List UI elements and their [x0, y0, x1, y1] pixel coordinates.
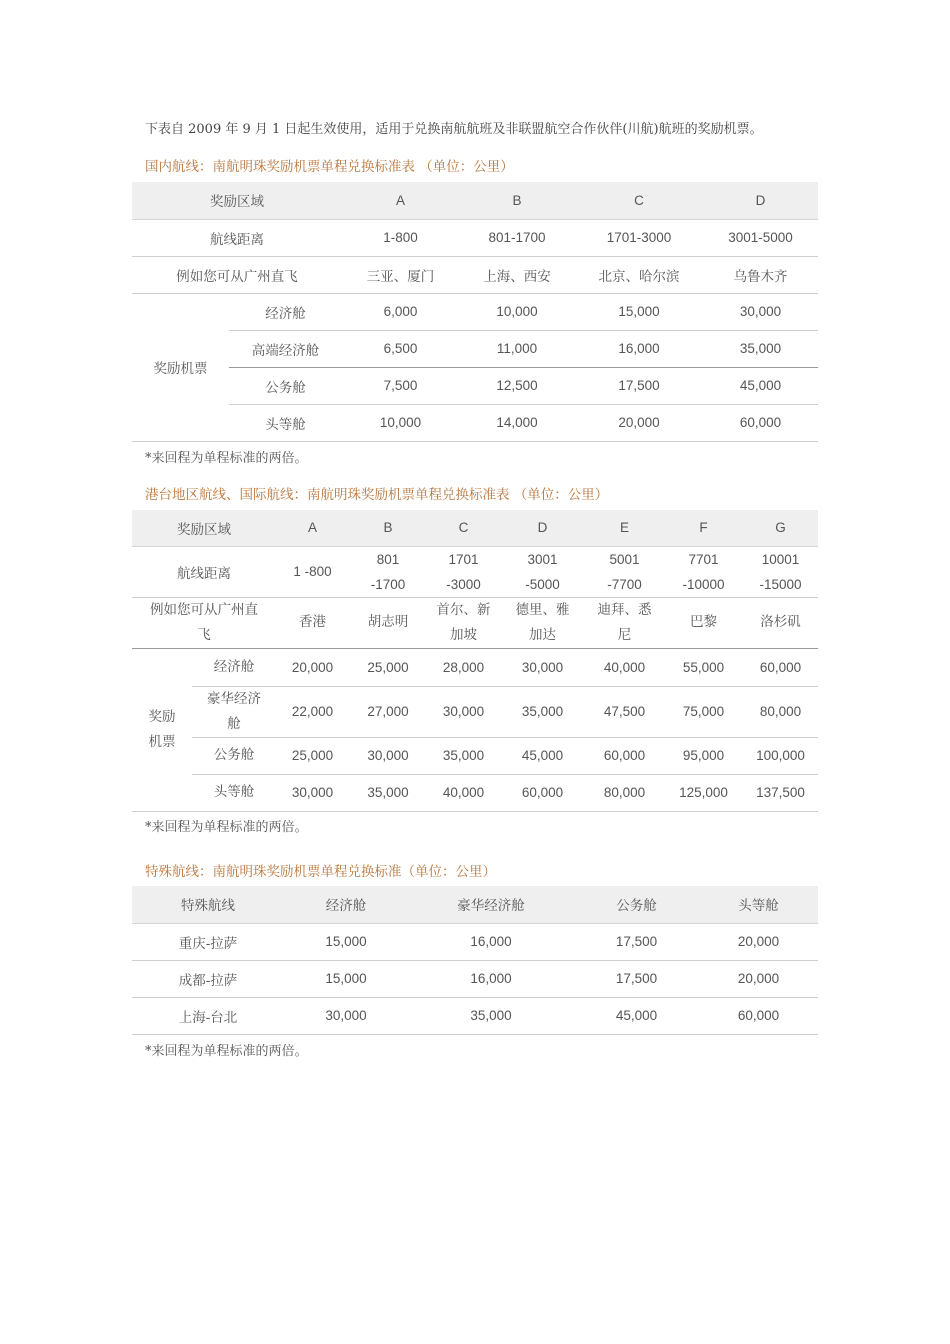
international-distance-row — [132, 546, 818, 597]
table-row — [132, 293, 818, 330]
table-cell: 25,000 — [276, 737, 349, 774]
table-cell: 20,000 — [699, 923, 818, 960]
header-zone: 奖励区域 — [132, 510, 276, 546]
special-title: 特殊航线：南航明珠奖励机票单程兑换标准（单位：公里） — [145, 864, 496, 880]
table-cell: 60,000 — [703, 404, 818, 441]
table-cell: 55,000 — [664, 648, 743, 686]
route-label: 重庆-拉萨 — [132, 923, 284, 960]
table-cell: 30,000 — [284, 997, 408, 1034]
table-cell: 27,000 — [349, 686, 427, 737]
cabin-label: 豪华经济 舱 — [192, 686, 276, 737]
table-row — [132, 686, 818, 737]
cabin-label: 高端经济舱 — [229, 330, 342, 367]
table-cell: 三亚、厦门 — [342, 256, 459, 293]
table-cell: 35,000 — [427, 737, 500, 774]
header-e: E — [585, 510, 664, 546]
table-cell: 12,500 — [459, 367, 575, 404]
ticket-label: 奖励 机票 — [132, 648, 192, 811]
table-cell: 德里、雅 加达 — [500, 597, 585, 648]
special-note: *来回程为单程标准的两倍。 — [145, 1044, 308, 1059]
table-cell: 北京、哈尔滨 — [575, 256, 703, 293]
table-cell: 30,000 — [703, 293, 818, 330]
table-cell: 6,500 — [342, 330, 459, 367]
header-g: G — [743, 510, 818, 546]
special-table — [132, 886, 818, 1035]
table-row — [132, 997, 818, 1034]
special-header-row — [132, 886, 818, 923]
international-table — [132, 510, 818, 812]
distance-label: 航线距离 — [132, 219, 342, 256]
table-cell: 20,000 — [575, 404, 703, 441]
domestic-note: *来回程为单程标准的两倍。 — [145, 451, 308, 466]
table-cell: 95,000 — [664, 737, 743, 774]
intro-text: 下表自 2009 年 9 月 1 日起生效使用，适用于兑换南航航班及非联盟航空合作伙伴(川航)航班的奖励机票。 — [145, 122, 763, 137]
table-cell: 15,000 — [575, 293, 703, 330]
header-premium-economy: 豪华经济舱 — [408, 886, 574, 923]
table-cell: 30,000 — [349, 737, 427, 774]
cabin-label: 头等舱 — [192, 774, 276, 811]
header-a: A — [276, 510, 349, 546]
table-cell: 16,000 — [575, 330, 703, 367]
cabin-label: 公务舱 — [192, 737, 276, 774]
table-cell: 60,000 — [585, 737, 664, 774]
table-cell: 137,500 — [743, 774, 818, 811]
cabin-label: 头等舱 — [229, 404, 342, 441]
table-cell: 迪拜、悉 尼 — [585, 597, 664, 648]
table-cell: 22,000 — [276, 686, 349, 737]
table-cell: 801 -1700 — [349, 546, 427, 597]
domestic-distance-row — [132, 219, 818, 256]
header-d: D — [500, 510, 585, 546]
table-cell: 40,000 — [585, 648, 664, 686]
table-row — [132, 923, 818, 960]
table-cell: 1-800 — [342, 219, 459, 256]
table-cell: 40,000 — [427, 774, 500, 811]
example-label: 例如您可从广州直 飞 — [132, 597, 276, 648]
table-cell: 45,000 — [500, 737, 585, 774]
cabin-label: 经济舱 — [192, 648, 276, 686]
international-note: *来回程为单程标准的两倍。 — [145, 820, 308, 835]
table-cell: 7701 -10000 — [664, 546, 743, 597]
header-c: C — [575, 182, 703, 219]
table-cell: 上海、西安 — [459, 256, 575, 293]
ticket-label: 奖励机票 — [132, 293, 229, 441]
cabin-label: 经济舱 — [229, 293, 342, 330]
route-label: 上海-台北 — [132, 997, 284, 1034]
international-example-row — [132, 597, 818, 648]
table-cell: 35,000 — [349, 774, 427, 811]
route-label: 成都-拉萨 — [132, 960, 284, 997]
table-cell: 10,000 — [342, 404, 459, 441]
table-cell: 20,000 — [276, 648, 349, 686]
table-cell: 17,500 — [574, 923, 699, 960]
header-b: B — [349, 510, 427, 546]
table-cell: 10001 -15000 — [743, 546, 818, 597]
domestic-title: 国内航线：南航明珠奖励机票单程兑换标准表 （单位：公里） — [145, 159, 514, 175]
table-cell: 75,000 — [664, 686, 743, 737]
table-cell: 17,500 — [575, 367, 703, 404]
table-cell: 35,000 — [703, 330, 818, 367]
table-cell: 45,000 — [574, 997, 699, 1034]
table-cell: 20,000 — [699, 960, 818, 997]
table-cell: 6,000 — [342, 293, 459, 330]
header-d: D — [703, 182, 818, 219]
table-cell: 16,000 — [408, 923, 574, 960]
table-row — [132, 774, 818, 811]
table-row — [132, 367, 818, 404]
header-route: 特殊航线 — [132, 886, 284, 923]
table-cell: 80,000 — [743, 686, 818, 737]
table-cell: 1701-3000 — [575, 219, 703, 256]
header-c: C — [427, 510, 500, 546]
table-cell: 60,000 — [743, 648, 818, 686]
table-cell: 15,000 — [284, 960, 408, 997]
table-cell: 15,000 — [284, 923, 408, 960]
table-cell: 洛杉矶 — [743, 597, 818, 648]
cabin-label: 公务舱 — [229, 367, 342, 404]
table-cell: 5001 -7700 — [585, 546, 664, 597]
table-cell: 11,000 — [459, 330, 575, 367]
table-cell: 30,000 — [276, 774, 349, 811]
header-economy: 经济舱 — [284, 886, 408, 923]
table-cell: 胡志明 — [349, 597, 427, 648]
international-header-row — [132, 510, 818, 546]
table-cell: 17,500 — [574, 960, 699, 997]
table-row — [132, 648, 818, 686]
table-row — [132, 960, 818, 997]
table-cell: 乌鲁木齐 — [703, 256, 818, 293]
header-a: A — [342, 182, 459, 219]
table-cell: 3001-5000 — [703, 219, 818, 256]
table-cell: 14,000 — [459, 404, 575, 441]
table-cell: 801-1700 — [459, 219, 575, 256]
domestic-header-row — [132, 182, 818, 219]
table-cell: 35,000 — [408, 997, 574, 1034]
header-zone: 奖励区域 — [132, 182, 342, 219]
table-cell: 首尔、新 加坡 — [427, 597, 500, 648]
table-cell: 10,000 — [459, 293, 575, 330]
table-cell: 1701 -3000 — [427, 546, 500, 597]
table-row — [132, 737, 818, 774]
header-business: 公务舱 — [574, 886, 699, 923]
table-cell: 80,000 — [585, 774, 664, 811]
domestic-table — [132, 182, 818, 442]
international-title: 港台地区航线、国际航线：南航明珠奖励机票单程兑换标准表 （单位：公里） — [145, 487, 609, 503]
domestic-example-row — [132, 256, 818, 293]
table-cell: 30,000 — [500, 648, 585, 686]
table-cell: 60,000 — [699, 997, 818, 1034]
distance-label: 航线距离 — [132, 546, 276, 597]
table-cell: 香港 — [276, 597, 349, 648]
table-cell: 60,000 — [500, 774, 585, 811]
table-row — [132, 404, 818, 441]
table-cell: 100,000 — [743, 737, 818, 774]
table-cell: 25,000 — [349, 648, 427, 686]
table-cell: 30,000 — [427, 686, 500, 737]
table-cell: 47,500 — [585, 686, 664, 737]
table-cell: 28,000 — [427, 648, 500, 686]
table-cell: 45,000 — [703, 367, 818, 404]
table-cell: 7,500 — [342, 367, 459, 404]
header-f: F — [664, 510, 743, 546]
example-label: 例如您可从广州直飞 — [132, 256, 342, 293]
table-cell: 1 -800 — [276, 546, 349, 597]
table-cell: 35,000 — [500, 686, 585, 737]
table-cell: 16,000 — [408, 960, 574, 997]
table-cell: 125,000 — [664, 774, 743, 811]
table-cell: 3001 -5000 — [500, 546, 585, 597]
table-row — [132, 330, 818, 367]
table-cell: 巴黎 — [664, 597, 743, 648]
header-first: 头等舱 — [699, 886, 818, 923]
header-b: B — [459, 182, 575, 219]
